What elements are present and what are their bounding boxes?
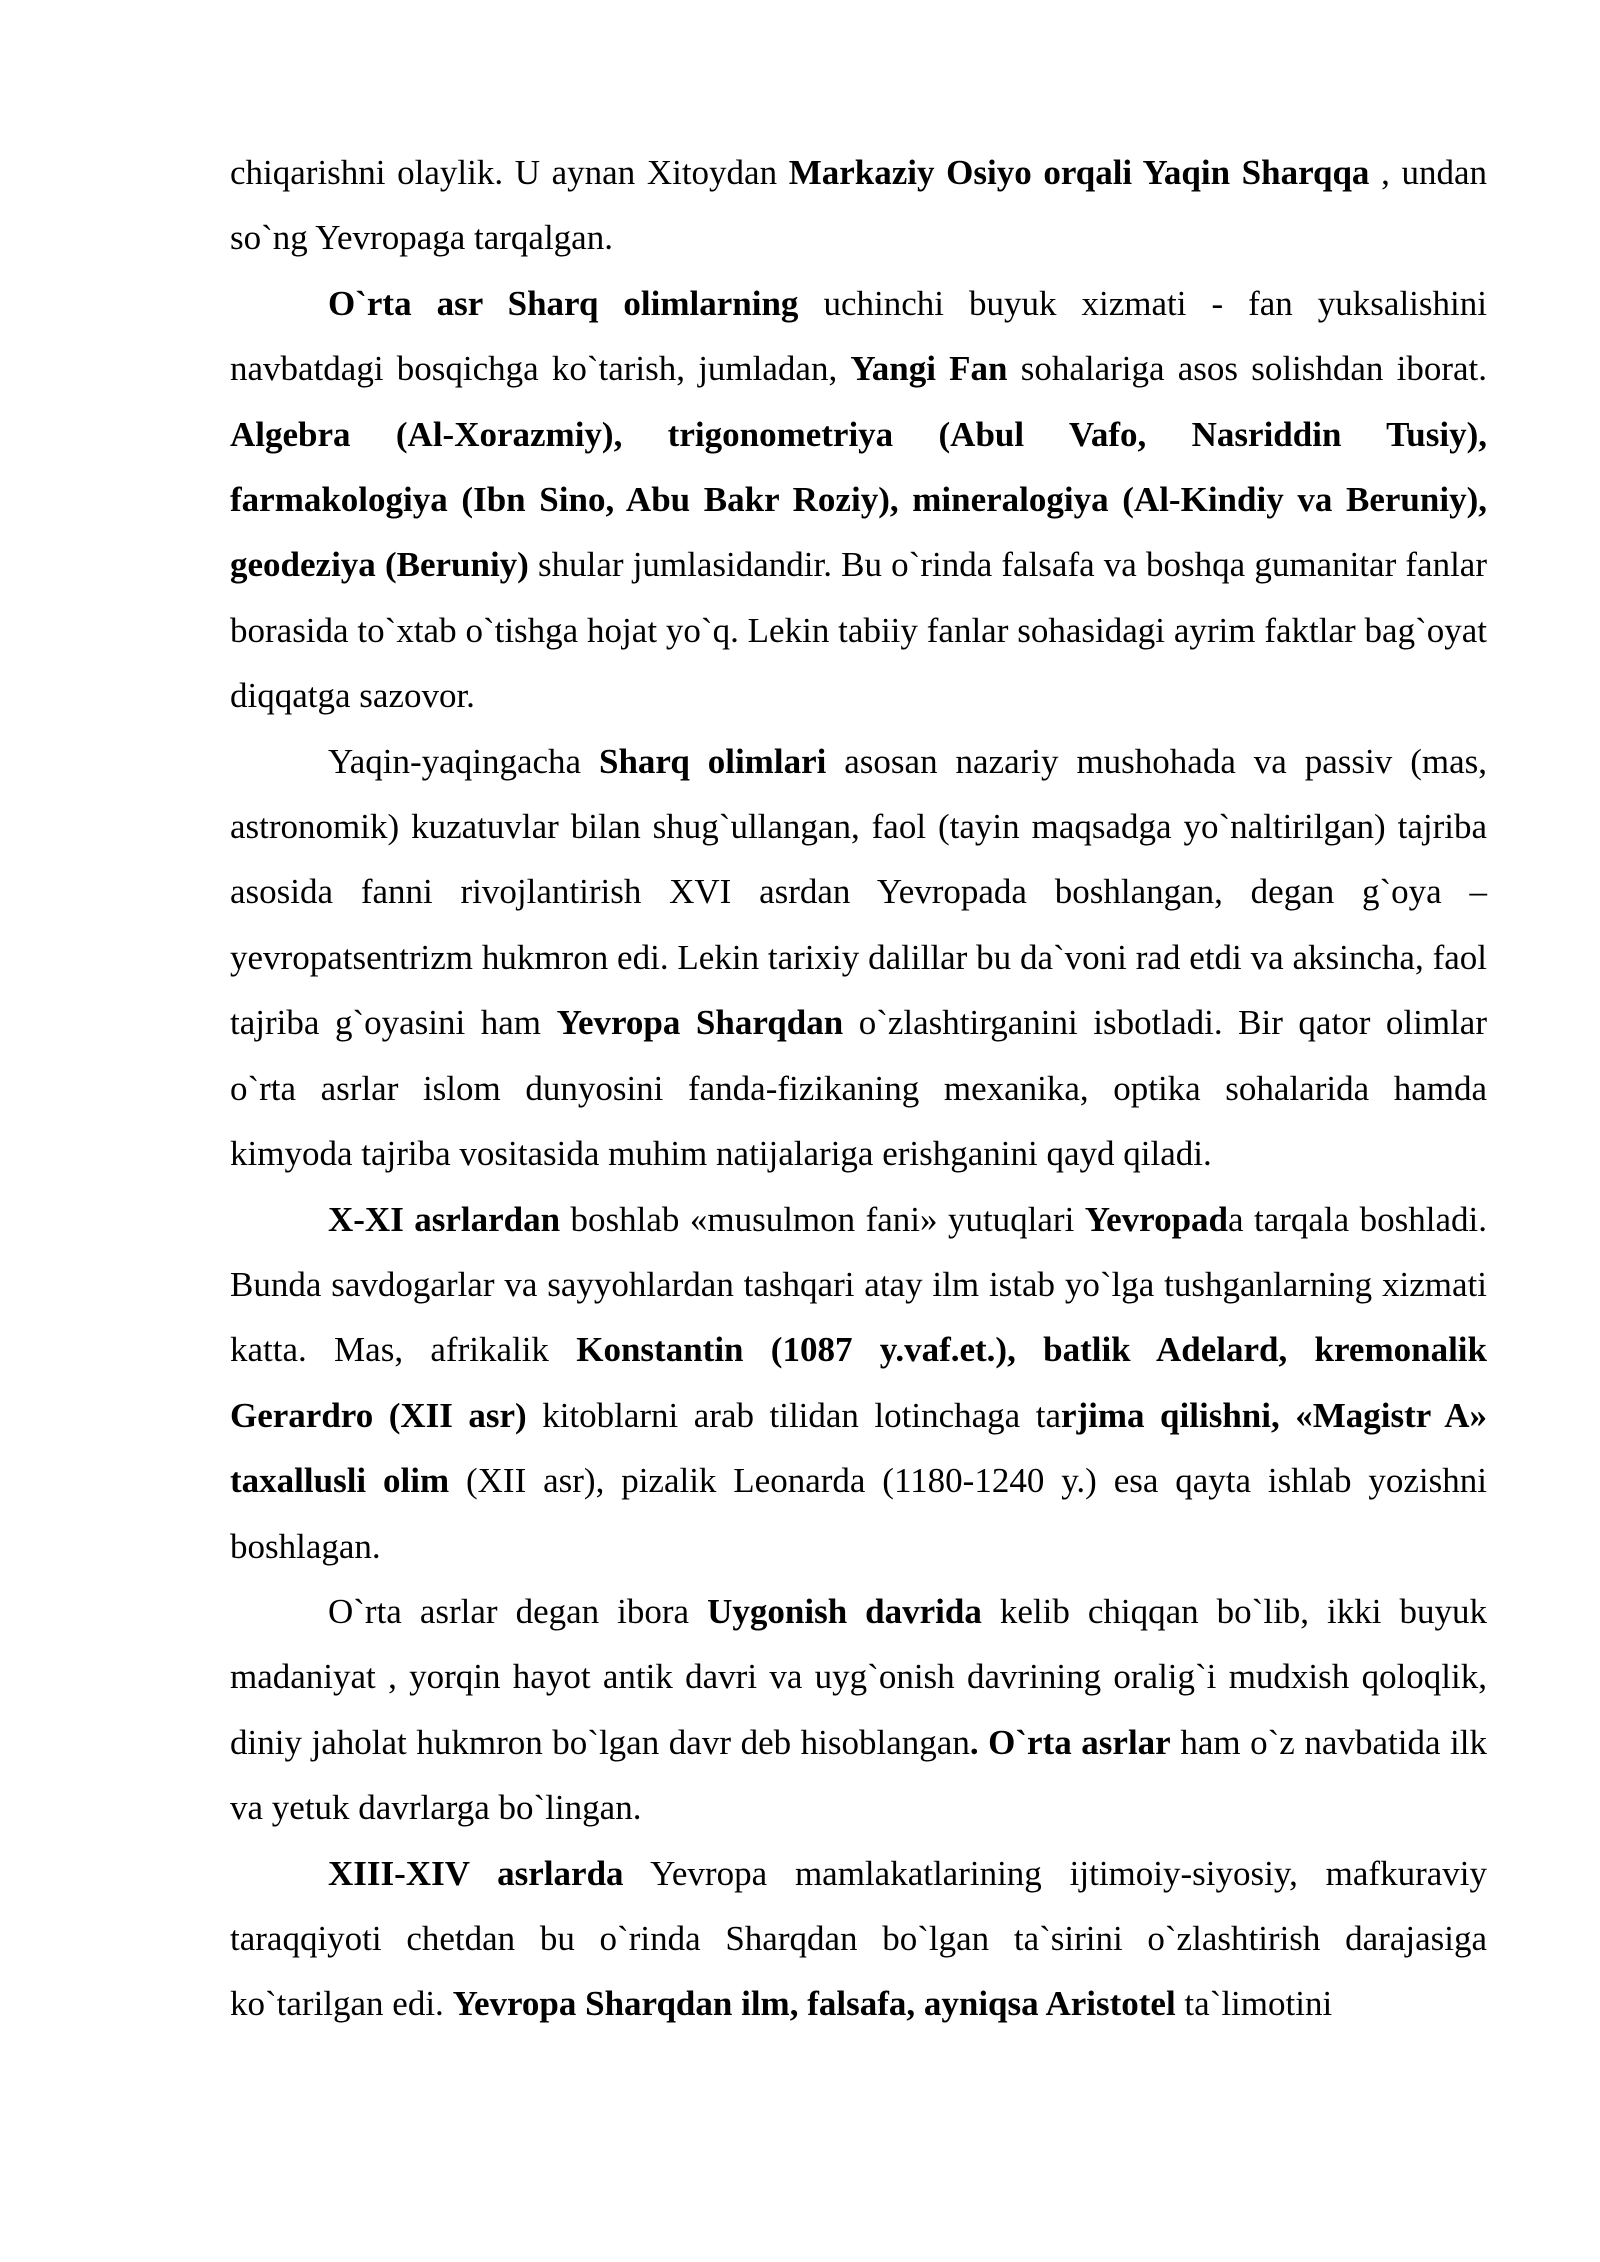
- text-run: shular jumlasidandir. Bu o`rinda falsafa va boshqa gumanitar fanlar borasida to`xtab o`tishga hojat yo`q. Lekin tabiiy fanlar sohasidagi ayrim faktlar bag`oyat diqqatga sazovor.: [230, 545, 1487, 716]
- paragraph-2: [230, 271, 1487, 729]
- text-run: sohalariga asos solishdan iborat.: [1007, 349, 1487, 389]
- document-body: [230, 140, 1487, 2037]
- text-run: Yevropa mamlakatlarining ijtimoiy-siyosiy, mafkuraviy taraqqiyoti chetdan bu o`rinda Sharqdan bo`lgan ta`sirini o`zlashtirish darajasiga ko`tarilgan edi.: [230, 1853, 1487, 2024]
- text-run: kitoblarni arab tilidan lotinchaga ta: [526, 1395, 1061, 1435]
- bold-text-run: . O`rta asrlar: [969, 1722, 1171, 1762]
- text-run: uchinchi buyuk xizmati - fan yuksalishini navbatdagi bosqichga ko`tarish, jumladan,: [230, 283, 1487, 389]
- text-run: (XII asr), pizalik Leonarda (1180-1240 y.) esa qayta ishlab yozishni boshlagan.: [230, 1461, 1487, 1566]
- paragraph-5: [230, 1579, 1487, 1841]
- bold-text-run: Algebra (Al-Xorazmiy), trigonometriya (Abul Vafo, Nasriddin Tusiy), farmakologiya (Ibn Sino, Abu Bakr Roziy), mineralogiya (Al-Kindiy va Beruniy), geodeziya (Beruniy): [230, 414, 1487, 585]
- text-run: ham o`z navbatida ilk va yetuk davrlarga bo`lingan.: [230, 1722, 1488, 1828]
- text-run: asosan nazariy mushohada va passiv (mas, astronomik) kuzatuvlar bilan shug`ullangan, faol (tayin maqsadga yo`naltirilgan) tajriba asosida fanni rivojlantirish XVI asrdan Yevropada boshlangan, degan g`oya – yevropatsentrizm hukmron edi. Lekin tarixiy dalillar bu da`voni rad etdi va aksincha, faol tajriba g`oyasini ham: [230, 741, 1487, 1043]
- text-run: kelib chiqqan bo`lib, ikki buyuk madaniyat , yorqin hayot antik davri va uyg`onish davrining oralig`i mudxish qoloqlik, diniy jaholat hukmron bo`lgan davr deb hisoblangan: [230, 1591, 1488, 1762]
- bold-text-run: rjima qilishni, «Magistr A» taxallusli olim: [230, 1395, 1488, 1501]
- bold-text-run: X-XI asrlardan: [328, 1199, 561, 1239]
- text-run: boshlab «musulmon fani» yutuqlari: [560, 1199, 1085, 1239]
- bold-text-run: Yevropa Sharqdan: [556, 1003, 844, 1043]
- text-run: chiqarishni olaylik. U aynan Xitoydan: [230, 153, 789, 192]
- bold-text-run: Yevropa Sharqdan ilm, falsafa, ayniqsa Aristotel: [452, 1984, 1176, 2024]
- paragraph-3: [230, 729, 1487, 1187]
- text-run: , undan so`ng Yevropaga tarqalgan.: [230, 153, 1487, 258]
- text-run: o`zlashtirganini isbotladi. Bir qator olimlar o`rta asrlar islom dunyosini fanda-fizikaning mexanika, optika sohalarida hamda kimyoda tajriba vositasida muhim natijalariga erishganini qayd qiladi.: [230, 1003, 1487, 1174]
- text-run: a tarqala boshladi. Bunda savdogarlar va sayyohlardan tashqari atay ilm istab yo`lga tushganlarning xizmati katta. Mas, afrikalik: [230, 1199, 1487, 1370]
- text-run: O`rta asrlar degan ibora: [328, 1591, 708, 1631]
- paragraph-4: [230, 1187, 1487, 1579]
- bold-text-run: O`rta asr Sharq olimlarning: [328, 283, 799, 323]
- bold-text-run: Konstantin (1087 y.vaf.et.), batlik Adelard, kremonalik Gerardro (XII asr): [230, 1330, 1487, 1435]
- bold-text-run: Yangi Fan: [850, 349, 1008, 389]
- bold-text-run: Yevropad: [1084, 1199, 1229, 1239]
- paragraph-1: [230, 140, 1487, 271]
- bold-text-run: Uygonish davrida: [707, 1591, 982, 1631]
- bold-text-run: Sharq olimlari: [599, 741, 827, 781]
- text-run: ta`limotini: [1175, 1984, 1333, 2024]
- bold-text-run: XIII-XIV asrlarda: [328, 1853, 624, 1893]
- paragraph-6: [230, 1841, 1487, 2037]
- bold-text-run: Markaziy Osiyo orqali Yaqin Sharqqa: [788, 153, 1370, 192]
- text-run: Yaqin-yaqingacha: [328, 741, 599, 781]
